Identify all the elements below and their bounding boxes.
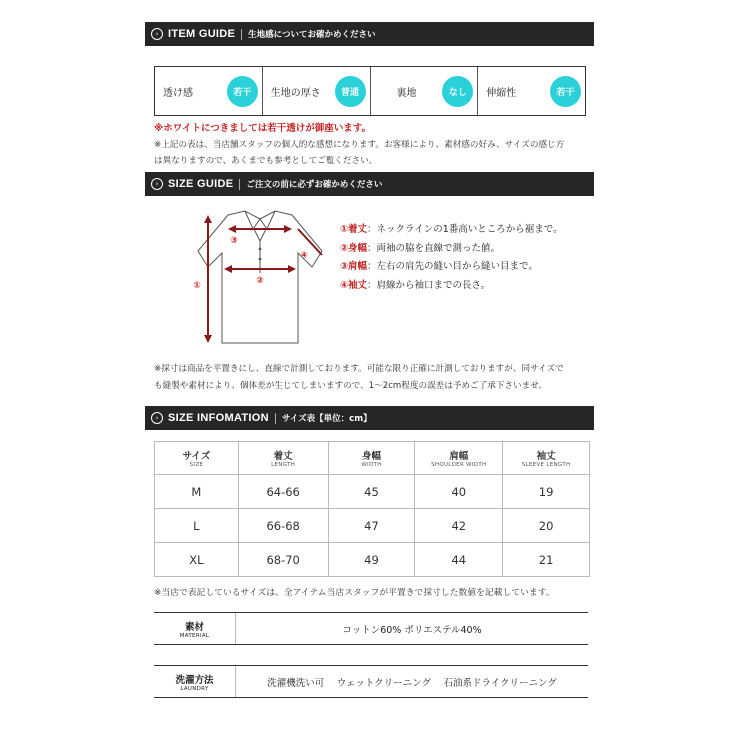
measurement-item: ③肩幅：左右の肩先の縫い目から縫い目まで。 [340, 261, 538, 272]
diagram-mark-length: ① [193, 281, 201, 291]
guide-label: 生地の厚さ [270, 87, 321, 99]
fabric-guide-box [154, 66, 586, 116]
size-info-note: ※当店で表記しているサイズは、全アイテム当店スタッフが平置きで採寸した数値を記載しています。 [154, 588, 555, 598]
item-guide-notes [154, 121, 564, 169]
size-info-subtitle: サイズ表【単位：cm】 [281, 414, 372, 424]
measurement-item: ②身幅：両袖の脇を直線で測った値。 [340, 242, 501, 254]
size-info-title: SIZE INFOMATION [168, 412, 269, 424]
table-cell: 21 [503, 543, 590, 577]
guide-cell-stretch [478, 67, 585, 115]
guide-badge: なし [442, 76, 473, 107]
size-guide-title: SIZE GUIDE [168, 178, 234, 190]
size-guide-notes [154, 361, 564, 395]
table-cell: 19 [503, 475, 590, 509]
polo-shirt-diagram [188, 205, 333, 355]
table-row [155, 475, 590, 509]
table-header: 肩幅 SHOULDER WIDTH [415, 442, 503, 475]
guide-cell-transparency [155, 67, 263, 115]
guide-cell-thickness [263, 67, 371, 115]
item-guide-title: ITEM GUIDE [168, 28, 236, 40]
table-header: 身幅 WIDTH [328, 442, 415, 475]
laundry-value: 洗濯機洗い可 ウェットクリーニング 石油系ドライクリーニング [267, 677, 557, 689]
table-row [155, 543, 590, 577]
table-header-row [155, 442, 590, 475]
note-line: ※採寸は商品を平置きにし、直線で計測しております。可能な限り正確に計測しておりますが、同サイズで [154, 364, 564, 374]
item-guide-header [145, 22, 594, 46]
item-guide-subtitle: 生地感についてお確かめください [248, 30, 376, 40]
divider [239, 179, 240, 190]
table-cell: 45 [328, 475, 415, 509]
measurement-item: ④袖丈：肩線から袖口までの長さ。 [340, 279, 491, 291]
size-info-header [145, 406, 594, 430]
table-cell: 66-68 [238, 509, 328, 543]
guide-cell-lining [371, 67, 479, 115]
laundry-row [154, 665, 588, 698]
guide-label: 伸縮性 [486, 87, 517, 99]
material-row [154, 612, 588, 645]
table-cell: 40 [415, 475, 503, 509]
laundry-label: 洗濯方法 LAUNDRY [154, 666, 236, 697]
table-cell: 47 [328, 509, 415, 543]
diagram-mark-width: ② [256, 276, 264, 286]
white-warning: ※ホワイトにつきましては若干透けが御座います。 [154, 123, 372, 134]
size-guide-subtitle: ご注文の前に必ずお確かめください [246, 180, 383, 190]
table-cell: L [155, 509, 239, 543]
guide-badge: 若干 [550, 76, 581, 107]
material-value: コットン60% ポリエステル40% [342, 624, 482, 636]
table-cell: 20 [503, 509, 590, 543]
table-cell: XL [155, 543, 239, 577]
guide-badge: 普通 [335, 76, 366, 107]
note-line: も縫製や素材により、個体差が生じてしまいますので、1〜2cm程度の誤差は予めご了承下さいませ。 [154, 381, 548, 391]
guide-badge: 若干 [227, 76, 258, 107]
chevron-right-icon: › [151, 412, 163, 424]
table-header: 袖丈 SLEEVE LENGTH [503, 442, 590, 475]
diagram-mark-shoulder: ③ [230, 236, 238, 246]
table-cell: 64-66 [238, 475, 328, 509]
note-line: ※上記の表は、当店舗スタッフの個人的な感想になります。お客様により、素材感の好み、サイズの感じ方 [154, 140, 565, 150]
table-header: 着丈 LENGTH [238, 442, 328, 475]
table-cell: M [155, 475, 239, 509]
divider [275, 413, 276, 424]
table-cell: 44 [415, 543, 503, 577]
table-header: サイズ SIZE [155, 442, 239, 475]
chevron-right-icon: › [151, 178, 163, 190]
material-label: 素材 MATERIAL [154, 613, 236, 644]
table-cell: 42 [415, 509, 503, 543]
table-row [155, 509, 590, 543]
measurement-legend [340, 221, 563, 295]
diagram-mark-sleeve: ④ [300, 251, 308, 261]
size-table [154, 441, 590, 577]
divider [241, 29, 242, 40]
guide-label: 透け感 [163, 87, 193, 99]
size-guide-header [145, 172, 594, 196]
table-cell: 68-70 [238, 543, 328, 577]
guide-label: 裏地 [396, 87, 417, 99]
chevron-right-icon: › [151, 28, 163, 40]
table-cell: 49 [328, 543, 415, 577]
note-line: は異なりますので、あくまでも参考としてご覧ください。 [154, 156, 378, 166]
measurement-item: ①着丈：ネックラインの1番高いところから裾まで。 [340, 224, 563, 235]
